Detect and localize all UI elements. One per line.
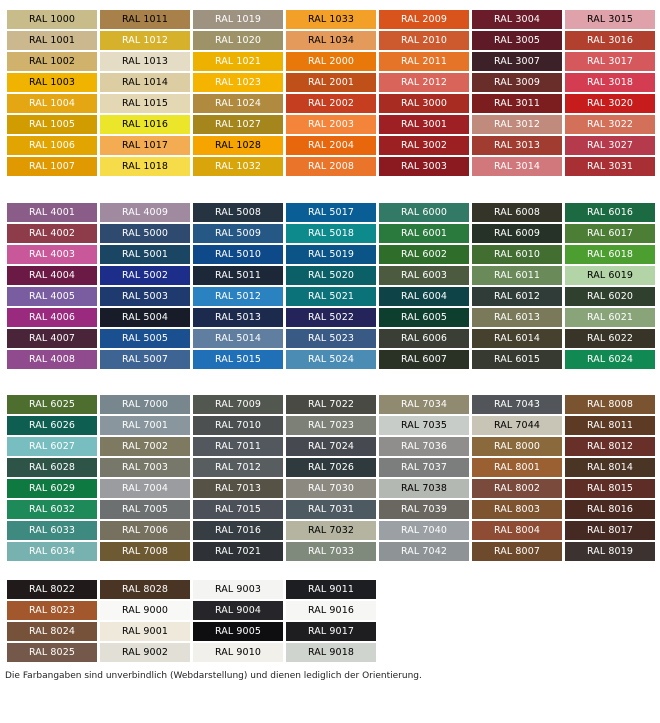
color-swatch-ral-7009: RAL 7009 bbox=[193, 395, 283, 414]
color-swatch-ral-8003: RAL 8003 bbox=[472, 500, 562, 519]
color-swatch-ral-7006: RAL 7006 bbox=[100, 521, 190, 540]
color-swatch-ral-9001: RAL 9001 bbox=[100, 622, 190, 641]
color-swatch-ral-6001: RAL 6001 bbox=[379, 224, 469, 243]
color-swatch-ral-6010: RAL 6010 bbox=[472, 245, 562, 264]
color-swatch-ral-5003: RAL 5003 bbox=[100, 287, 190, 306]
color-swatch-ral-6026: RAL 6026 bbox=[7, 416, 97, 435]
color-swatch-ral-1020: RAL 1020 bbox=[193, 31, 283, 50]
swatch-row bbox=[7, 157, 655, 176]
color-swatch-ral-1018: RAL 1018 bbox=[100, 157, 190, 176]
color-swatch-ral-8023: RAL 8023 bbox=[7, 601, 97, 620]
color-swatch-ral-3004: RAL 3004 bbox=[472, 10, 562, 29]
color-swatch-ral-9002: RAL 9002 bbox=[100, 643, 190, 662]
color-swatch-ral-8028: RAL 8028 bbox=[100, 580, 190, 599]
color-swatch-ral-9011: RAL 9011 bbox=[286, 580, 376, 599]
swatch-row bbox=[7, 136, 655, 155]
swatch-row bbox=[7, 416, 655, 435]
color-swatch-ral-9000: RAL 9000 bbox=[100, 601, 190, 620]
color-swatch-ral-1015: RAL 1015 bbox=[100, 94, 190, 113]
color-swatch-ral-3022: RAL 3022 bbox=[565, 115, 655, 134]
swatch-row bbox=[7, 395, 655, 414]
color-swatch-ral-7026: RAL 7026 bbox=[286, 458, 376, 477]
color-swatch-ral-6003: RAL 6003 bbox=[379, 266, 469, 285]
color-swatch-ral-8000: RAL 8000 bbox=[472, 437, 562, 456]
ral-block-4000-6000 bbox=[4, 201, 658, 371]
color-swatch-ral-7035: RAL 7035 bbox=[379, 416, 469, 435]
color-swatch-ral-1004: RAL 1004 bbox=[7, 94, 97, 113]
color-swatch-ral-5009: RAL 5009 bbox=[193, 224, 283, 243]
color-swatch-ral-7013: RAL 7013 bbox=[193, 479, 283, 498]
color-swatch-ral-3031: RAL 3031 bbox=[565, 157, 655, 176]
color-swatch-ral-1034: RAL 1034 bbox=[286, 31, 376, 50]
color-swatch-ral-4008: RAL 4008 bbox=[7, 350, 97, 369]
color-swatch-ral-1033: RAL 1033 bbox=[286, 10, 376, 29]
color-swatch-ral-8001: RAL 8001 bbox=[472, 458, 562, 477]
swatch-row bbox=[7, 224, 655, 243]
color-swatch-ral-8025: RAL 8025 bbox=[7, 643, 97, 662]
color-swatch-ral-1019: RAL 1019 bbox=[193, 10, 283, 29]
color-swatch-ral-1011: RAL 1011 bbox=[100, 10, 190, 29]
color-swatch-ral-5011: RAL 5011 bbox=[193, 266, 283, 285]
color-swatch-ral-6015: RAL 6015 bbox=[472, 350, 562, 369]
swatch-row bbox=[7, 10, 655, 29]
color-swatch-ral-6000: RAL 6000 bbox=[379, 203, 469, 222]
color-swatch-ral-4006: RAL 4006 bbox=[7, 308, 97, 327]
color-swatch-ral-2010: RAL 2010 bbox=[379, 31, 469, 50]
color-swatch-ral-6009: RAL 6009 bbox=[472, 224, 562, 243]
color-swatch-ral-5001: RAL 5001 bbox=[100, 245, 190, 264]
swatch-row bbox=[7, 203, 655, 222]
color-swatch-ral-8002: RAL 8002 bbox=[472, 479, 562, 498]
swatch-row bbox=[7, 308, 655, 327]
color-swatch-ral-6007: RAL 6007 bbox=[379, 350, 469, 369]
swatch-row bbox=[7, 245, 655, 264]
color-swatch-ral-3018: RAL 3018 bbox=[565, 73, 655, 92]
ral-block-6000-8000 bbox=[4, 393, 658, 563]
color-swatch-ral-6011: RAL 6011 bbox=[472, 266, 562, 285]
color-swatch-ral-4001: RAL 4001 bbox=[7, 203, 97, 222]
color-swatch-ral-6020: RAL 6020 bbox=[565, 287, 655, 306]
color-swatch-ral-5008: RAL 5008 bbox=[193, 203, 283, 222]
color-swatch-ral-7001: RAL 7001 bbox=[100, 416, 190, 435]
color-swatch-ral-1027: RAL 1027 bbox=[193, 115, 283, 134]
color-swatch-ral-4005: RAL 4005 bbox=[7, 287, 97, 306]
color-swatch-ral-1001: RAL 1001 bbox=[7, 31, 97, 50]
color-swatch-ral-1013: RAL 1013 bbox=[100, 52, 190, 71]
color-swatch-ral-5022: RAL 5022 bbox=[286, 308, 376, 327]
color-swatch-ral-1017: RAL 1017 bbox=[100, 136, 190, 155]
color-swatch-ral-3015: RAL 3015 bbox=[565, 10, 655, 29]
swatch-row bbox=[7, 287, 655, 306]
swatch-row bbox=[7, 266, 655, 285]
color-swatch-ral-8004: RAL 8004 bbox=[472, 521, 562, 540]
color-swatch-ral-6017: RAL 6017 bbox=[565, 224, 655, 243]
swatch-row bbox=[7, 329, 655, 348]
color-swatch-ral-6033: RAL 6033 bbox=[7, 521, 97, 540]
color-swatch-ral-5018: RAL 5018 bbox=[286, 224, 376, 243]
color-swatch-ral-7034: RAL 7034 bbox=[379, 395, 469, 414]
color-swatch-ral-1016: RAL 1016 bbox=[100, 115, 190, 134]
color-swatch-ral-7039: RAL 7039 bbox=[379, 500, 469, 519]
color-swatch-ral-3009: RAL 3009 bbox=[472, 73, 562, 92]
swatch-row bbox=[7, 115, 655, 134]
color-swatch-ral-1024: RAL 1024 bbox=[193, 94, 283, 113]
color-swatch-ral-5012: RAL 5012 bbox=[193, 287, 283, 306]
color-swatch-ral-2001: RAL 2001 bbox=[286, 73, 376, 92]
color-swatch-ral-7040: RAL 7040 bbox=[379, 521, 469, 540]
color-swatch-ral-6025: RAL 6025 bbox=[7, 395, 97, 414]
color-swatch-ral-1007: RAL 1007 bbox=[7, 157, 97, 176]
color-swatch-ral-5007: RAL 5007 bbox=[100, 350, 190, 369]
color-swatch-ral-7000: RAL 7000 bbox=[100, 395, 190, 414]
color-swatch-ral-4007: RAL 4007 bbox=[7, 329, 97, 348]
swatch-row bbox=[7, 643, 376, 662]
color-swatch-ral-1021: RAL 1021 bbox=[193, 52, 283, 71]
color-swatch-ral-1003: RAL 1003 bbox=[7, 73, 97, 92]
color-swatch-ral-6021: RAL 6021 bbox=[565, 308, 655, 327]
color-swatch-ral-6008: RAL 6008 bbox=[472, 203, 562, 222]
color-swatch-ral-6005: RAL 6005 bbox=[379, 308, 469, 327]
color-swatch-ral-7012: RAL 7012 bbox=[193, 458, 283, 477]
color-swatch-ral-8007: RAL 8007 bbox=[472, 542, 562, 561]
color-swatch-ral-6027: RAL 6027 bbox=[7, 437, 97, 456]
color-swatch-ral-5000: RAL 5000 bbox=[100, 224, 190, 243]
ral-block-1000-3000 bbox=[4, 8, 658, 178]
color-swatch-ral-3020: RAL 3020 bbox=[565, 94, 655, 113]
color-swatch-ral-8015: RAL 8015 bbox=[565, 479, 655, 498]
color-swatch-ral-7024: RAL 7024 bbox=[286, 437, 376, 456]
ral-block-8000-9000 bbox=[4, 578, 379, 664]
color-swatch-ral-6006: RAL 6006 bbox=[379, 329, 469, 348]
color-swatch-ral-3011: RAL 3011 bbox=[472, 94, 562, 113]
color-swatch-ral-8017: RAL 8017 bbox=[565, 521, 655, 540]
color-swatch-ral-2008: RAL 2008 bbox=[286, 157, 376, 176]
color-swatch-ral-6019: RAL 6019 bbox=[565, 266, 655, 285]
color-swatch-ral-5015: RAL 5015 bbox=[193, 350, 283, 369]
color-swatch-ral-7022: RAL 7022 bbox=[286, 395, 376, 414]
color-swatch-ral-2012: RAL 2012 bbox=[379, 73, 469, 92]
color-swatch-ral-1012: RAL 1012 bbox=[100, 31, 190, 50]
color-swatch-ral-1014: RAL 1014 bbox=[100, 73, 190, 92]
color-swatch-ral-8008: RAL 8008 bbox=[565, 395, 655, 414]
color-swatch-ral-5013: RAL 5013 bbox=[193, 308, 283, 327]
color-swatch-ral-6018: RAL 6018 bbox=[565, 245, 655, 264]
disclaimer-text: Die Farbangaben sind unverbindlich (Webdarstellung) und dienen lediglich der Orientierung. bbox=[5, 671, 422, 681]
color-swatch-ral-3001: RAL 3001 bbox=[379, 115, 469, 134]
swatch-row bbox=[7, 500, 655, 519]
color-swatch-ral-5002: RAL 5002 bbox=[100, 266, 190, 285]
color-swatch-ral-6034: RAL 6034 bbox=[7, 542, 97, 561]
color-swatch-ral-8022: RAL 8022 bbox=[7, 580, 97, 599]
color-swatch-ral-6016: RAL 6016 bbox=[565, 203, 655, 222]
color-swatch-ral-7011: RAL 7011 bbox=[193, 437, 283, 456]
color-swatch-ral-6013: RAL 6013 bbox=[472, 308, 562, 327]
color-swatch-ral-1000: RAL 1000 bbox=[7, 10, 97, 29]
color-swatch-ral-7031: RAL 7031 bbox=[286, 500, 376, 519]
color-swatch-ral-2011: RAL 2011 bbox=[379, 52, 469, 71]
color-swatch-ral-8024: RAL 8024 bbox=[7, 622, 97, 641]
color-swatch-ral-6032: RAL 6032 bbox=[7, 500, 97, 519]
color-swatch-ral-7037: RAL 7037 bbox=[379, 458, 469, 477]
color-swatch-ral-7044: RAL 7044 bbox=[472, 416, 562, 435]
color-swatch-ral-3005: RAL 3005 bbox=[472, 31, 562, 50]
color-swatch-ral-8011: RAL 8011 bbox=[565, 416, 655, 435]
color-swatch-ral-6024: RAL 6024 bbox=[565, 350, 655, 369]
color-swatch-ral-3017: RAL 3017 bbox=[565, 52, 655, 71]
color-swatch-ral-2003: RAL 2003 bbox=[286, 115, 376, 134]
color-swatch-ral-9017: RAL 9017 bbox=[286, 622, 376, 641]
color-swatch-ral-6014: RAL 6014 bbox=[472, 329, 562, 348]
swatch-row bbox=[7, 350, 655, 369]
swatch-row bbox=[7, 622, 376, 641]
swatch-row bbox=[7, 601, 376, 620]
color-swatch-ral-8016: RAL 8016 bbox=[565, 500, 655, 519]
color-swatch-ral-9004: RAL 9004 bbox=[193, 601, 283, 620]
swatch-row bbox=[7, 73, 655, 92]
color-swatch-ral-2004: RAL 2004 bbox=[286, 136, 376, 155]
color-swatch-ral-8012: RAL 8012 bbox=[565, 437, 655, 456]
color-swatch-ral-5023: RAL 5023 bbox=[286, 329, 376, 348]
color-swatch-ral-3003: RAL 3003 bbox=[379, 157, 469, 176]
color-swatch-ral-6012: RAL 6012 bbox=[472, 287, 562, 306]
color-swatch-ral-1006: RAL 1006 bbox=[7, 136, 97, 155]
color-swatch-ral-7030: RAL 7030 bbox=[286, 479, 376, 498]
color-swatch-ral-5024: RAL 5024 bbox=[286, 350, 376, 369]
color-swatch-ral-5004: RAL 5004 bbox=[100, 308, 190, 327]
color-swatch-ral-9016: RAL 9016 bbox=[286, 601, 376, 620]
color-swatch-ral-9018: RAL 9018 bbox=[286, 643, 376, 662]
color-swatch-ral-3013: RAL 3013 bbox=[472, 136, 562, 155]
color-swatch-ral-4004: RAL 4004 bbox=[7, 266, 97, 285]
swatch-row bbox=[7, 580, 376, 599]
color-swatch-ral-7002: RAL 7002 bbox=[100, 437, 190, 456]
color-swatch-ral-7003: RAL 7003 bbox=[100, 458, 190, 477]
swatch-row bbox=[7, 94, 655, 113]
color-swatch-ral-5021: RAL 5021 bbox=[286, 287, 376, 306]
color-swatch-ral-7032: RAL 7032 bbox=[286, 521, 376, 540]
color-swatch-ral-6029: RAL 6029 bbox=[7, 479, 97, 498]
swatch-row bbox=[7, 52, 655, 71]
swatch-row bbox=[7, 521, 655, 540]
swatch-row bbox=[7, 479, 655, 498]
color-swatch-ral-9005: RAL 9005 bbox=[193, 622, 283, 641]
swatch-row bbox=[7, 458, 655, 477]
color-swatch-ral-4003: RAL 4003 bbox=[7, 245, 97, 264]
color-swatch-ral-4009: RAL 4009 bbox=[100, 203, 190, 222]
color-swatch-ral-7036: RAL 7036 bbox=[379, 437, 469, 456]
color-swatch-ral-1023: RAL 1023 bbox=[193, 73, 283, 92]
color-swatch-ral-5020: RAL 5020 bbox=[286, 266, 376, 285]
color-swatch-ral-5017: RAL 5017 bbox=[286, 203, 376, 222]
color-swatch-ral-3014: RAL 3014 bbox=[472, 157, 562, 176]
color-swatch-ral-7042: RAL 7042 bbox=[379, 542, 469, 561]
color-swatch-ral-7004: RAL 7004 bbox=[100, 479, 190, 498]
color-swatch-ral-6022: RAL 6022 bbox=[565, 329, 655, 348]
color-swatch-ral-7005: RAL 7005 bbox=[100, 500, 190, 519]
color-swatch-ral-7021: RAL 7021 bbox=[193, 542, 283, 561]
color-swatch-ral-9003: RAL 9003 bbox=[193, 580, 283, 599]
color-swatch-ral-2009: RAL 2009 bbox=[379, 10, 469, 29]
color-swatch-ral-7010: RAL 7010 bbox=[193, 416, 283, 435]
color-swatch-ral-3027: RAL 3027 bbox=[565, 136, 655, 155]
color-swatch-ral-6004: RAL 6004 bbox=[379, 287, 469, 306]
color-swatch-ral-5010: RAL 5010 bbox=[193, 245, 283, 264]
color-swatch-ral-1028: RAL 1028 bbox=[193, 136, 283, 155]
color-swatch-ral-7043: RAL 7043 bbox=[472, 395, 562, 414]
color-swatch-ral-3000: RAL 3000 bbox=[379, 94, 469, 113]
color-swatch-ral-7015: RAL 7015 bbox=[193, 500, 283, 519]
color-swatch-ral-1002: RAL 1002 bbox=[7, 52, 97, 71]
color-swatch-ral-1005: RAL 1005 bbox=[7, 115, 97, 134]
color-swatch-ral-7033: RAL 7033 bbox=[286, 542, 376, 561]
color-swatch-ral-8019: RAL 8019 bbox=[565, 542, 655, 561]
color-swatch-ral-5014: RAL 5014 bbox=[193, 329, 283, 348]
color-swatch-ral-9010: RAL 9010 bbox=[193, 643, 283, 662]
color-swatch-ral-4002: RAL 4002 bbox=[7, 224, 97, 243]
color-swatch-ral-2000: RAL 2000 bbox=[286, 52, 376, 71]
swatch-row bbox=[7, 31, 655, 50]
color-swatch-ral-5005: RAL 5005 bbox=[100, 329, 190, 348]
color-swatch-ral-3007: RAL 3007 bbox=[472, 52, 562, 71]
color-swatch-ral-1032: RAL 1032 bbox=[193, 157, 283, 176]
color-swatch-ral-3012: RAL 3012 bbox=[472, 115, 562, 134]
swatch-row bbox=[7, 437, 655, 456]
swatch-row bbox=[7, 542, 655, 561]
color-swatch-ral-7008: RAL 7008 bbox=[100, 542, 190, 561]
color-swatch-ral-3016: RAL 3016 bbox=[565, 31, 655, 50]
color-swatch-ral-8014: RAL 8014 bbox=[565, 458, 655, 477]
color-swatch-ral-6028: RAL 6028 bbox=[7, 458, 97, 477]
color-swatch-ral-5019: RAL 5019 bbox=[286, 245, 376, 264]
color-swatch-ral-6002: RAL 6002 bbox=[379, 245, 469, 264]
color-swatch-ral-3002: RAL 3002 bbox=[379, 136, 469, 155]
color-swatch-ral-2002: RAL 2002 bbox=[286, 94, 376, 113]
color-swatch-ral-7016: RAL 7016 bbox=[193, 521, 283, 540]
color-swatch-ral-7038: RAL 7038 bbox=[379, 479, 469, 498]
color-swatch-ral-7023: RAL 7023 bbox=[286, 416, 376, 435]
